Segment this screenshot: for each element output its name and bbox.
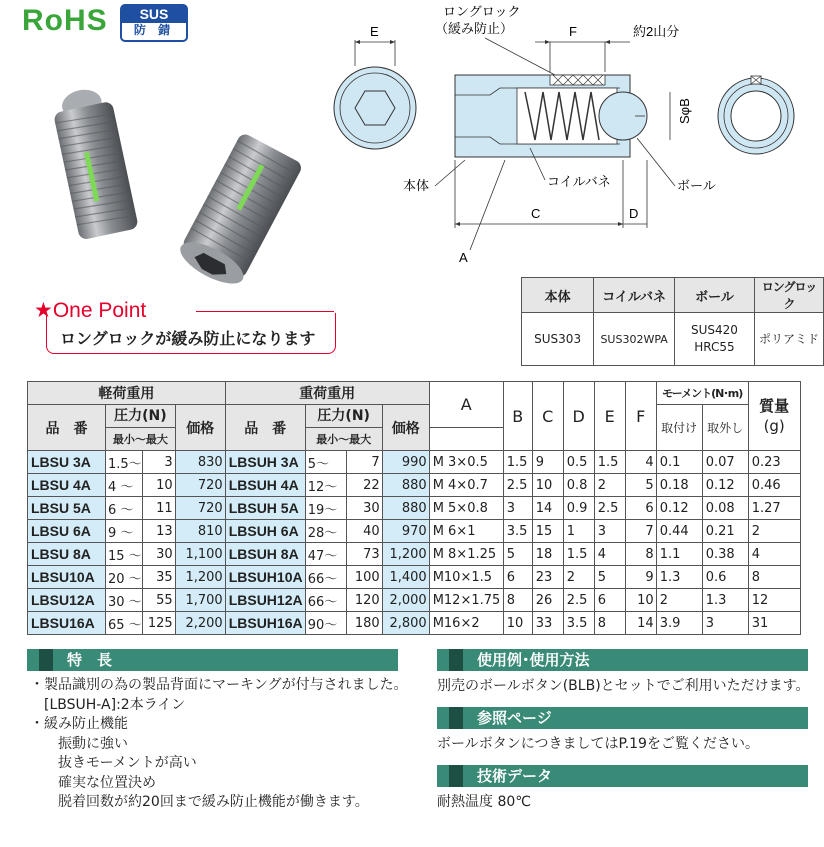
features-mark: [39, 649, 53, 671]
cell-lp: LBSU10A: [28, 566, 106, 589]
usage-text: 別売のボールボタン(BLB)とセットでご利用いただけます。: [437, 678, 810, 694]
dim-label-e: E: [370, 24, 379, 39]
technical-drawing: [325, 0, 824, 265]
cell-hmax: 100: [346, 566, 382, 589]
feature-line: 振動に強い: [30, 735, 128, 752]
cell-hp: LBSUH 8A: [225, 543, 305, 566]
cell-hprice: 2,000: [382, 589, 429, 612]
cell-lprice: 830: [175, 451, 225, 474]
sus-badge-bottom: 防 錆: [133, 23, 175, 37]
cell-a: M 3×0.5: [429, 451, 503, 474]
sus-badge: [120, 4, 188, 42]
col-light-pressure: [106, 405, 176, 428]
cell-hmax: 120: [346, 589, 382, 612]
cell-mi: 0.12: [656, 497, 702, 520]
cell-c: 14: [532, 497, 563, 520]
cell-a: M12×1.75: [429, 589, 503, 612]
label-long-lock-sub: （緩み防止）: [435, 21, 514, 36]
cell-hmax: 73: [346, 543, 382, 566]
cell-f: 4: [625, 451, 656, 474]
cell-e: 3: [594, 520, 625, 543]
cell-d: 1: [563, 520, 594, 543]
col-mass-unit: (g): [763, 417, 785, 435]
cell-lmax: 3: [142, 451, 175, 474]
cell-hp: LBSUH12A: [225, 589, 305, 612]
col-f: F: [625, 382, 656, 451]
cell-lmin: 6 〜: [106, 497, 143, 520]
cell-hp: LBSUH 6A: [225, 520, 305, 543]
col-mass-label: 質量: [759, 397, 790, 415]
cell-mi: 0.1: [656, 451, 702, 474]
cell-d: 2: [563, 566, 594, 589]
table-row: [28, 543, 801, 566]
col-install: 取付け: [656, 405, 702, 451]
cell-hmin: 66〜: [305, 566, 346, 589]
cell-d: 1.5: [563, 543, 594, 566]
feature-line: 抜きモーメントが高い: [30, 755, 197, 771]
cell-lmax: 13: [142, 520, 175, 543]
cell-mr: 3: [702, 612, 748, 635]
cell-hmax: 180: [346, 612, 382, 635]
cell-c: 10: [532, 474, 563, 497]
dim-label-sb: SφB: [677, 98, 692, 124]
label-long-lock: ロングロック: [443, 4, 521, 19]
cell-e: 5: [594, 566, 625, 589]
cell-lmin: 4 〜: [106, 474, 143, 497]
cell-lmax: 125: [142, 612, 175, 635]
col-moment: モーメント(N･m): [656, 382, 748, 405]
col-light-pressure-sub: 最小〜最大: [106, 428, 176, 451]
feature-line: ・製品識別の為の製品背面にマーキングが付与されました。: [30, 677, 408, 693]
cell-f: 5: [625, 474, 656, 497]
cell-hmin: 5〜: [305, 451, 346, 474]
cell-hprice: 2,800: [382, 612, 429, 635]
cell-hp: LBSUH 5A: [225, 497, 305, 520]
cell-lmin: 1.5〜: [106, 451, 143, 474]
cell-mass: 4: [748, 543, 800, 566]
usage-header: [437, 649, 808, 671]
cell-lmin: 30 〜: [106, 589, 143, 612]
cell-b: 1.5: [503, 451, 532, 474]
label-ball: ボール: [677, 178, 716, 193]
cell-a: M10×1.5: [429, 566, 503, 589]
cell-d: 0.9: [563, 497, 594, 520]
reference-header: [437, 707, 808, 729]
group-light: 軽荷重用: [28, 382, 226, 405]
cell-mr: 1.3: [702, 589, 748, 612]
cell-hmin: 66〜: [305, 589, 346, 612]
cell-e: 2.5: [594, 497, 625, 520]
dim-label-c: C: [531, 206, 541, 221]
cell-lprice: 1,100: [175, 543, 225, 566]
cell-f: 9: [625, 566, 656, 589]
cell-b: 3: [503, 497, 532, 520]
cell-c: 15: [532, 520, 563, 543]
cell-mass: 1.27: [748, 497, 800, 520]
cell-lp: LBSU 8A: [28, 543, 106, 566]
cell-lp: LBSU 4A: [28, 474, 106, 497]
cell-a: M 6×1: [429, 520, 503, 543]
cell-lprice: 1,200: [175, 566, 225, 589]
cell-hmax: 30: [346, 497, 382, 520]
reference-mark: [449, 707, 463, 729]
col-heavy-pressure-sub: 最小〜最大: [305, 428, 382, 451]
cell-e: 6: [594, 589, 625, 612]
cell-a: M16×2: [429, 612, 503, 635]
mat-body: SUS303: [522, 313, 594, 366]
cell-mi: 3.9: [656, 612, 702, 635]
cell-a: M 8×1.25: [429, 543, 503, 566]
cell-d: 0.5: [563, 451, 594, 474]
cell-a: M 5×0.8: [429, 497, 503, 520]
cell-d: 0.8: [563, 474, 594, 497]
spec-table: [27, 381, 801, 635]
usage-mark: [449, 649, 463, 671]
cell-c: 26: [532, 589, 563, 612]
cell-lmin: 15 〜: [106, 543, 143, 566]
cell-hmin: 12〜: [305, 474, 346, 497]
cell-a: M 4×0.7: [429, 474, 503, 497]
mat-ball-line2: HRC55: [694, 340, 735, 354]
cell-b: 3.5: [503, 520, 532, 543]
ball-end-view: [718, 76, 794, 154]
reference-text: ボールボタンにつきましてはP.19をご覧ください。: [437, 736, 759, 752]
table-row: [28, 589, 801, 612]
cell-mr: 0.6: [702, 566, 748, 589]
mat-ball: [674, 313, 754, 366]
feature-line: 脱着回数が約20回まで緩み防止機能が働きます。: [30, 794, 369, 810]
mat-ball-line1: SUS420: [691, 323, 738, 337]
cell-f: 8: [625, 543, 656, 566]
ball-plunger-2: [174, 132, 303, 292]
tech-header: [437, 765, 808, 787]
table-row: [28, 497, 801, 520]
cell-hp: LBSUH 4A: [225, 474, 305, 497]
cell-lmin: 65 〜: [106, 612, 143, 635]
ball-plunger-1: [50, 84, 139, 240]
cell-f: 10: [625, 589, 656, 612]
cell-lp: LBSU12A: [28, 589, 106, 612]
cell-lp: LBSU 3A: [28, 451, 106, 474]
cell-mr: 0.08: [702, 497, 748, 520]
col-remove: 取外し: [702, 405, 748, 451]
side-view: [455, 75, 670, 157]
cell-lprice: 2,200: [175, 612, 225, 635]
dim-label-d: D: [629, 206, 639, 221]
cell-mass: 8: [748, 566, 800, 589]
cell-b: 10: [503, 612, 532, 635]
table-row: [28, 520, 801, 543]
usage-title: 使用例･使用方法: [477, 651, 590, 669]
cell-mi: 1.1: [656, 543, 702, 566]
cell-e: 4: [594, 543, 625, 566]
dim-label-f: F: [569, 24, 577, 39]
mat-spring: SUS302WPA: [594, 313, 675, 366]
col-light-part: 品 番: [28, 405, 106, 451]
cell-mi: 2: [656, 589, 702, 612]
cell-e: 2: [594, 474, 625, 497]
cell-hp: LBSUH 3A: [225, 451, 305, 474]
materials-table: [521, 277, 824, 366]
cell-d: 3.5: [563, 612, 594, 635]
tech-text: 耐熱温度 80℃: [437, 794, 531, 810]
thread-note: 約2山分: [633, 24, 680, 39]
cell-hprice: 880: [382, 497, 429, 520]
cell-c: 33: [532, 612, 563, 635]
cell-f: 14: [625, 612, 656, 635]
hex-end-view: [334, 40, 416, 149]
reference-title: 参照ページ: [477, 709, 552, 727]
table-row: [28, 566, 801, 589]
cell-hprice: 990: [382, 451, 429, 474]
col-d: D: [563, 382, 594, 451]
col-light-price: 価格: [175, 405, 225, 451]
rohs-logo: RoHS: [22, 4, 108, 37]
cell-mi: 1.3: [656, 566, 702, 589]
cell-c: 23: [532, 566, 563, 589]
mat-header-lock: ロングロック: [754, 278, 823, 313]
col-light-pressure-label: 圧力(N): [114, 407, 167, 424]
cell-b: 2.5: [503, 474, 532, 497]
cell-hmin: 28〜: [305, 520, 346, 543]
mat-header-ball: ボール: [674, 278, 754, 313]
cell-b: 6: [503, 566, 532, 589]
cell-lmax: 30: [142, 543, 175, 566]
cell-lprice: 810: [175, 520, 225, 543]
cell-f: 7: [625, 520, 656, 543]
cell-e: 8: [594, 612, 625, 635]
cell-f: 6: [625, 497, 656, 520]
cell-hp: LBSUH10A: [225, 566, 305, 589]
features-body: [30, 676, 408, 813]
cell-mass: 31: [748, 612, 800, 635]
cell-hp: LBSUH16A: [225, 612, 305, 635]
cell-hmax: 22: [346, 474, 382, 497]
cell-mi: 0.18: [656, 474, 702, 497]
col-mass: [748, 382, 800, 451]
cell-hprice: 1,400: [382, 566, 429, 589]
cell-hmin: 47〜: [305, 543, 346, 566]
col-a-spacer: [429, 428, 503, 451]
cell-lp: LBSU 5A: [28, 497, 106, 520]
cell-mass: 12: [748, 589, 800, 612]
tech-mark: [449, 765, 463, 787]
one-point-line: [196, 311, 334, 312]
cell-lprice: 720: [175, 497, 225, 520]
cell-lmax: 10: [142, 474, 175, 497]
product-photo: [40, 70, 320, 300]
cell-mi: 0.44: [656, 520, 702, 543]
one-point-title: ★One Point: [34, 299, 147, 322]
cell-mr: 0.12: [702, 474, 748, 497]
cell-c: 9: [532, 451, 563, 474]
table-row: [28, 474, 801, 497]
cell-hmax: 40: [346, 520, 382, 543]
mat-header-body: 本体: [522, 278, 594, 313]
cell-lp: LBSU16A: [28, 612, 106, 635]
cell-mr: 0.21: [702, 520, 748, 543]
label-body: 本体: [403, 178, 430, 193]
cell-hmax: 7: [346, 451, 382, 474]
one-point-text: ロングロックが緩み防止になります: [60, 329, 316, 348]
table-row: [28, 451, 801, 474]
cell-hprice: 970: [382, 520, 429, 543]
col-heavy-part: 品 番: [225, 405, 305, 451]
cell-b: 5: [503, 543, 532, 566]
group-heavy: 重荷重用: [225, 382, 429, 405]
cell-lmax: 55: [142, 589, 175, 612]
mat-lock: ポリアミド: [754, 313, 823, 366]
col-e: E: [594, 382, 625, 451]
col-heavy-price: 価格: [382, 405, 429, 451]
cell-lp: LBSU 6A: [28, 520, 106, 543]
cell-d: 2.5: [563, 589, 594, 612]
col-c: C: [532, 382, 563, 451]
cell-hprice: 880: [382, 474, 429, 497]
sus-badge-top: SUS: [122, 6, 186, 23]
cell-lmin: 9 〜: [106, 520, 143, 543]
cell-mr: 0.07: [702, 451, 748, 474]
cell-lprice: 720: [175, 474, 225, 497]
cell-e: 1.5: [594, 451, 625, 474]
label-coil-spring: コイルバネ: [547, 174, 611, 189]
cell-mr: 0.38: [702, 543, 748, 566]
dim-label-a: A: [459, 250, 468, 265]
col-a: A: [429, 382, 503, 428]
mat-header-spring: コイルバネ: [594, 278, 675, 313]
cell-hmin: 90〜: [305, 612, 346, 635]
col-heavy-pressure: [305, 405, 382, 428]
cell-lmax: 11: [142, 497, 175, 520]
cell-lmin: 20 〜: [106, 566, 143, 589]
cell-lprice: 1,700: [175, 589, 225, 612]
features-header: [27, 649, 398, 671]
feature-line: 確実な位置決め: [30, 774, 156, 791]
cell-mass: 0.23: [748, 451, 800, 474]
table-row: [28, 612, 801, 635]
cell-lmax: 35: [142, 566, 175, 589]
col-heavy-pressure-label: 圧力(N): [317, 407, 370, 424]
feature-line: [LBSUH-A]:2本ライン: [30, 696, 186, 713]
cell-mass: 0.46: [748, 474, 800, 497]
cell-b: 8: [503, 589, 532, 612]
feature-line: ・緩み防止機能: [30, 716, 128, 732]
tech-title: 技術データ: [477, 767, 553, 785]
features-title: 特 長: [67, 651, 113, 669]
col-b: B: [503, 382, 532, 451]
cell-hprice: 1,200: [382, 543, 429, 566]
cell-c: 18: [532, 543, 563, 566]
cell-mass: 2: [748, 520, 800, 543]
cell-hmin: 19〜: [305, 497, 346, 520]
